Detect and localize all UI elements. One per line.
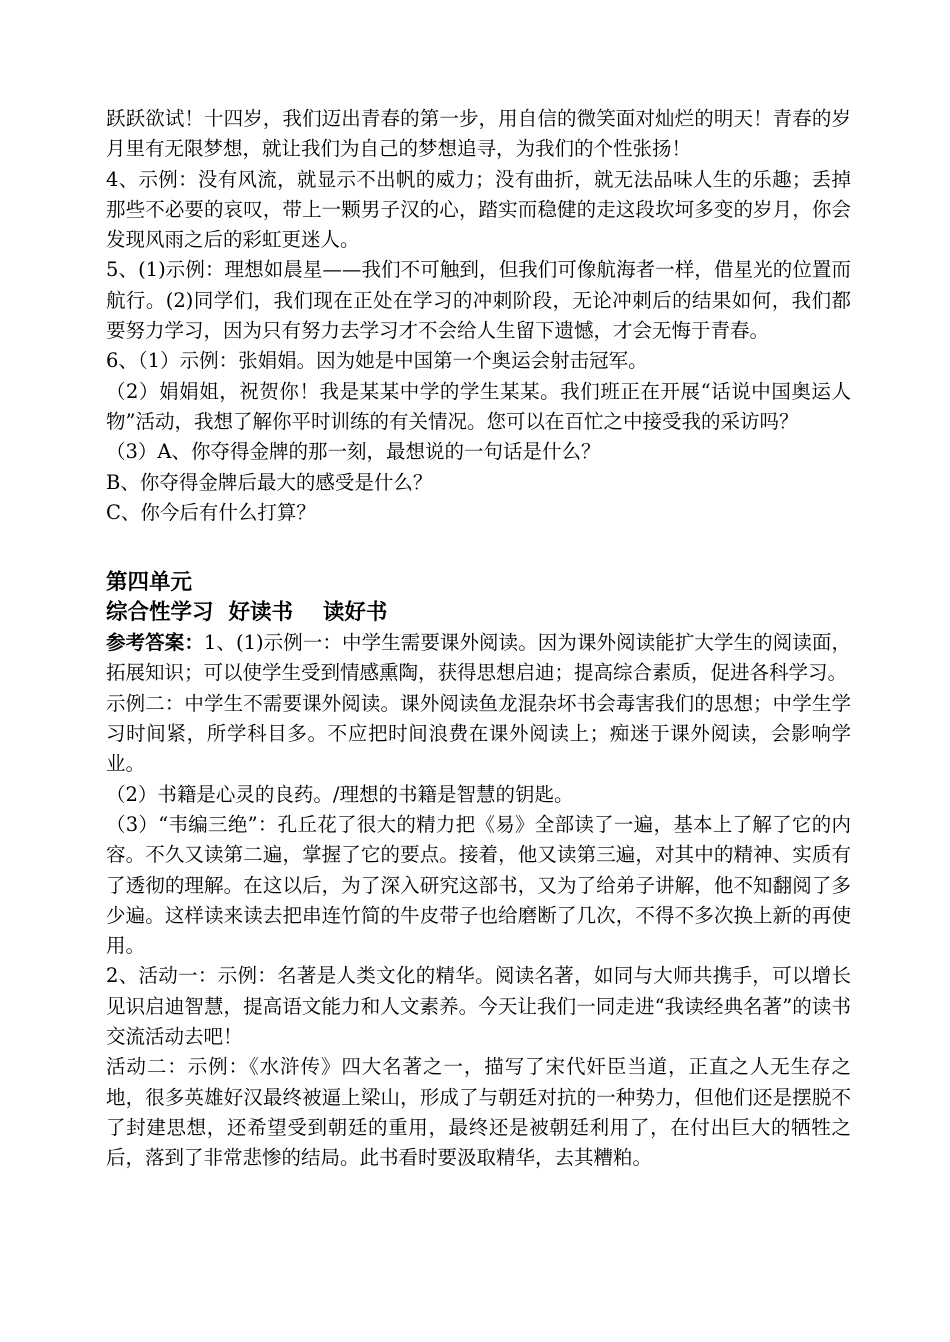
paragraph-answer-6-3c: C、你今后有什么打算？ [106, 500, 316, 524]
paragraph-answer-4: 4、示例：没有风流，就显示不出帆的威力；没有曲折，就无法品味人生的乐趣；丢掉那些不必要的哀叹，带上一颗男子汉的心，踏实而稳健的走这段坎坷多变的岁月，你会发现风雨之后的彩虹更迷人。 [106, 167, 851, 252]
paragraph-answer-1-3: （3）“韦编三绝”：孔丘花了很大的精力把《易》全部读了一遍，基本上了解了它的内容。不久又读第二遍，掌握了它的要点。接着，他又读第三遍，对其中的精神、实质有了透彻的理解。在这以后，为了深入研究这部书，又为了给弟子讲解，他不知翻阅了多少遍。这样读来读去把串连竹简的牛皮带子也给磨断了几次，不得不多次换上新的再使用。 [106, 812, 851, 958]
paragraph-answer-6-3a: （3）A、你夺得金牌的那一刻，最想说的一句话是什么？ [106, 440, 601, 464]
paragraph-answer-5: 5、(1)示例：理想如晨星——我们不可触到，但我们可像航海者一样，借星光的位置而航行。(2)同学们，我们现在正处在学习的冲刺阶段，无论冲刺后的结果如何，我们都要努力学习，因为只有努力去学习才不会给人生留下遗憾，才会无悔于青春。 [106, 258, 851, 343]
document-body [106, 104, 851, 1174]
answer-1-1-text: 1、(1)示例一：中学生需要课外阅读。因为课外阅读能扩大学生的阅读面，拓展知识；可以使学生受到情感熏陶，获得思想启迪；提高综合素质，促进各科学习。 [106, 631, 851, 685]
unit-subtitle: 综合性学习 好读书 读好书 [106, 600, 388, 626]
answer-label: 参考答案： [106, 631, 204, 655]
paragraph-answer-1-2: （2）书籍是心灵的良药。/理想的书籍是智慧的钥匙。 [106, 782, 574, 806]
paragraph-example-2: 示例二：中学生不需要课外阅读。课外阅读鱼龙混杂坏书会毒害我们的思想；中学生学习时间紧，所学科目多。不应把时间浪费在课外阅读上；痴迷于课外阅读，会影响学业。 [106, 691, 851, 776]
unit-title: 第四单元 [106, 570, 193, 596]
paragraph-answer-2-activity-2: 活动二：示例：《水浒传》四大名著之一，描写了宋代奸臣当道，正直之人无生存之地，很多英雄好汉最终被逼上梁山，形成了与朝廷对抗的一种势力，但他们还是摆脱不了封建思想，还希望受到朝廷的重用，最终还是被朝廷利用了，在付出巨大的牺牲之后，落到了非常悲惨的结局。此书看时要汲取精华，去其糟粕。 [106, 1055, 851, 1170]
paragraph-answer-6-1: 6、（1）示例：张娟娟。因为她是中国第一个奥运会射击冠军。 [106, 349, 648, 373]
paragraph-answer-6-2: （2）娟娟姐，祝贺你！我是某某中学的学生某某。我们班正在开展“话说中国奥运人物”活动，我想了解你平时训练的有关情况。您可以在百忙之中接受我的采访吗？ [106, 379, 851, 433]
section-spacer [106, 528, 851, 568]
paragraph-answer-6-3b: B、你夺得金牌后最大的感受是什么？ [106, 470, 433, 494]
paragraph-answer-2-activity-1: 2、活动一：示例：名著是人类文化的精华。阅读名著，如同与大师共携手，可以增长见识启迪智慧，提高语文能力和人文素养。今天让我们一同走进“我读经典名著”的读书交流活动去吧！ [106, 964, 851, 1049]
paragraph-answer-1-1 [106, 628, 851, 689]
paragraph-1: 跃跃欲试！十四岁，我们迈出青春的第一步，用自信的微笑面对灿烂的明天！青春的岁月里有无限梦想，就让我们为自己的梦想追寻，为我们的个性张扬！ [106, 107, 851, 161]
